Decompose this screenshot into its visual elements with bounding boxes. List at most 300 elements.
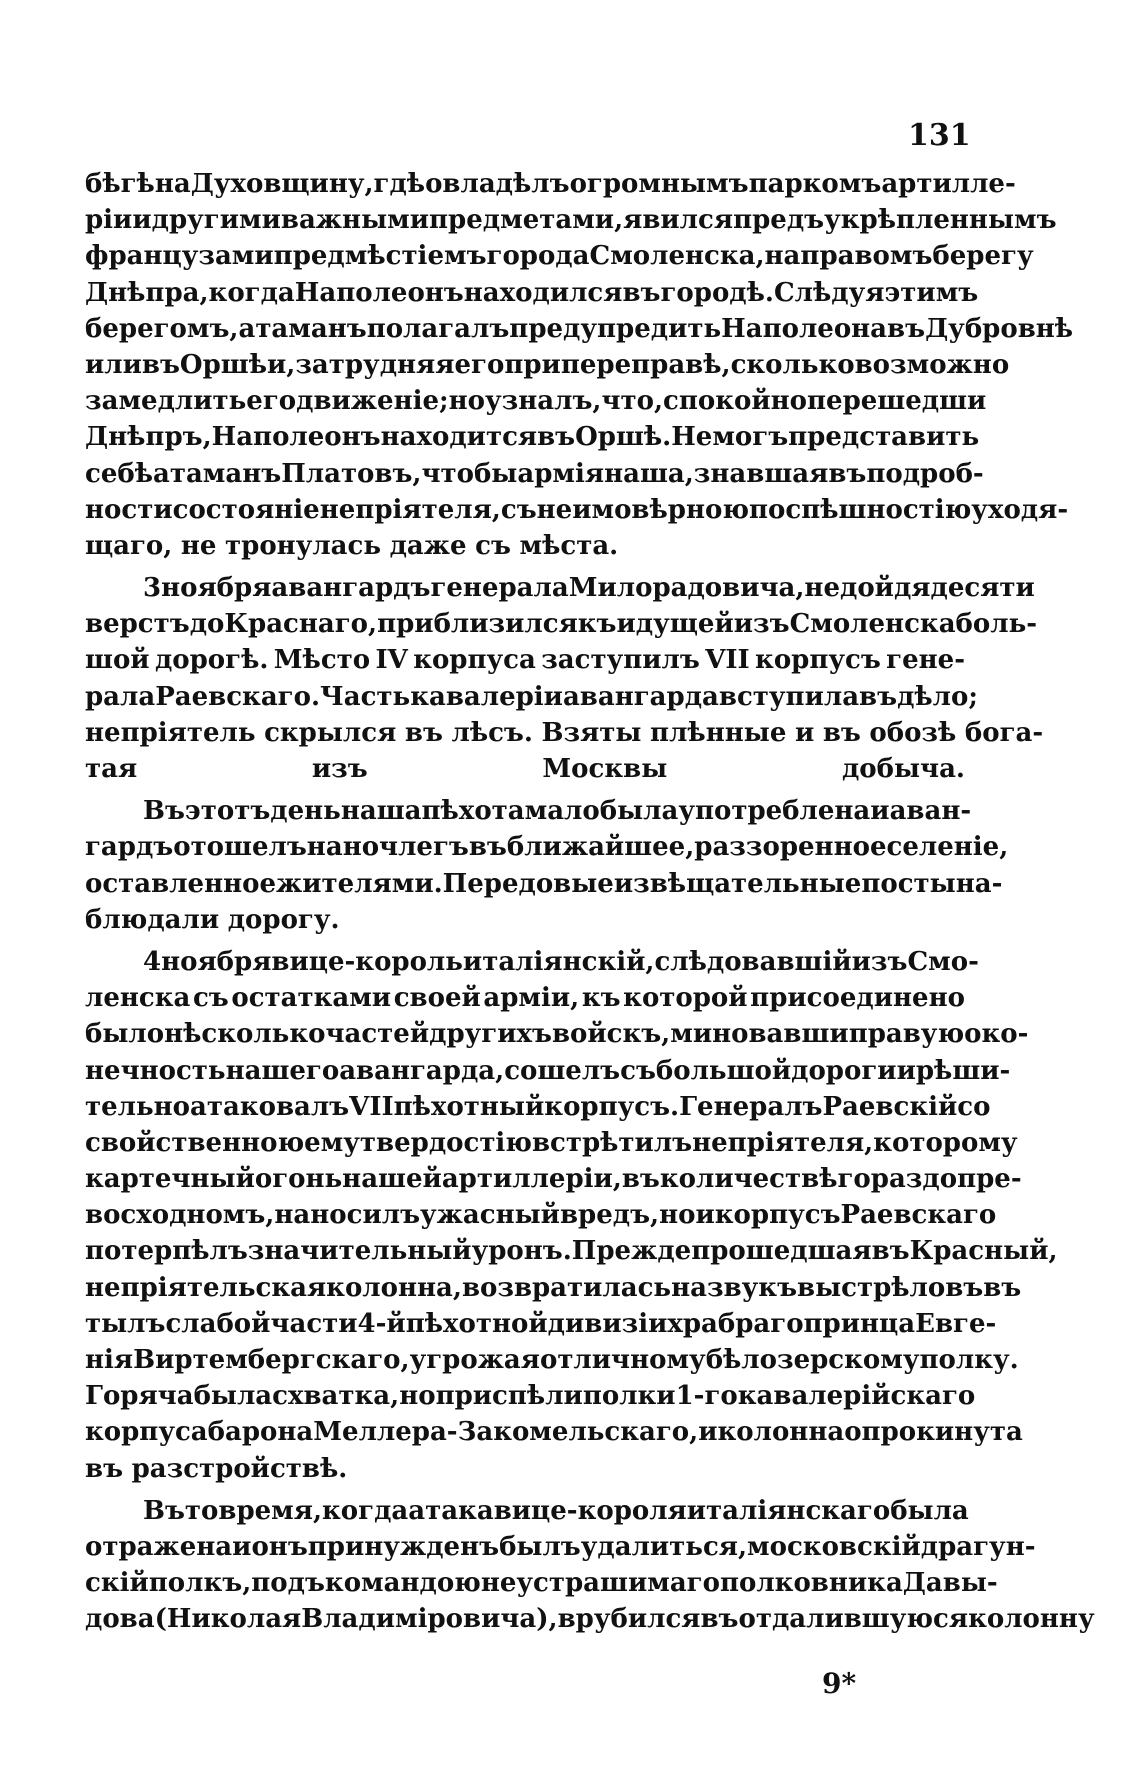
word: его [454, 349, 505, 380]
text-line [85, 1529, 1036, 1565]
word: другихъ [429, 1019, 552, 1050]
word: твердостію [359, 1127, 532, 1158]
text-line [85, 944, 979, 980]
word: онъ [251, 1531, 308, 1562]
word: въ [85, 1453, 124, 1484]
word: Раевскій [822, 1091, 958, 1122]
word: атаманъ [238, 313, 367, 344]
word: Оршѣ. [575, 422, 672, 453]
word: и [695, 1200, 715, 1231]
word: добыча. [841, 754, 965, 784]
word: приспѣли [435, 1381, 583, 1412]
word: дова [85, 1604, 155, 1635]
word: своей [393, 983, 481, 1014]
word: огонь [254, 1164, 343, 1195]
word: Въ [143, 796, 185, 827]
word: но [659, 1200, 696, 1231]
word: на [764, 241, 801, 272]
word: когда [322, 1495, 409, 1526]
word: представить [788, 422, 980, 453]
word: съ [475, 530, 511, 561]
word: Днѣпръ, [85, 422, 212, 453]
word: съ [500, 494, 537, 525]
word: при [504, 349, 561, 380]
word: даже [389, 530, 467, 561]
word: дорогу. [227, 904, 340, 935]
word: артиллеріи, [441, 1164, 622, 1195]
text-line [85, 980, 965, 1016]
word: корпуса [85, 1417, 208, 1448]
word: наша [340, 796, 422, 827]
word: непріятеля, [319, 494, 501, 525]
word: оставленное [85, 868, 277, 899]
word: Взяты [541, 717, 642, 748]
word: Оршѣ [179, 349, 267, 380]
word: Не [671, 422, 713, 453]
word: VII [349, 1091, 394, 1122]
word: предмѣстіемъ [273, 241, 487, 272]
text-line [85, 528, 965, 564]
word: корпусъ [755, 645, 881, 676]
text-line [85, 1493, 969, 1529]
word: угрожая [409, 1345, 540, 1375]
word: заступилъ [541, 645, 700, 676]
word: скрылся [264, 717, 397, 748]
word: ужасный [420, 1200, 560, 1231]
word: восходномъ, [85, 1200, 275, 1231]
word: и [132, 205, 152, 236]
word: опрокинута [844, 1417, 1023, 1448]
word: полку. [919, 1345, 1019, 1375]
body-text [85, 166, 1095, 1638]
text-line [85, 238, 1034, 274]
word: этимъ [884, 277, 979, 308]
word: непріятельская [85, 1272, 327, 1303]
word: другими [151, 205, 281, 236]
word: нечность [85, 1055, 226, 1086]
word: дивизіи [547, 1308, 668, 1339]
word: корпусъ. [544, 1091, 680, 1122]
word: 1-го [675, 1381, 738, 1412]
word: гораздо [837, 1164, 958, 1195]
word: храбраго [667, 1308, 804, 1339]
text-line [85, 456, 984, 492]
text-line [85, 383, 987, 419]
word: городѣ. [660, 277, 774, 308]
word: сошелъ [504, 1055, 621, 1086]
word: колонну [968, 1604, 1095, 1635]
word: наша, [604, 458, 694, 489]
page-number: 131 [908, 118, 971, 153]
word: въ [822, 717, 861, 748]
text-line [85, 1161, 1022, 1197]
word: схватка, [272, 1381, 400, 1412]
word: въ [983, 1272, 1022, 1303]
word: въ [859, 681, 898, 712]
word: италіянскій, [462, 946, 655, 977]
word: было [85, 1019, 165, 1050]
word: Милорадовича, [568, 573, 805, 604]
word: въ [887, 313, 926, 344]
word: находится [380, 422, 538, 453]
word: Давы- [902, 1568, 998, 1599]
word: врубился [557, 1604, 701, 1635]
word: большой [655, 1055, 792, 1086]
word: боль- [955, 609, 1037, 640]
word: полковника [719, 1568, 903, 1599]
word: гдѣ [373, 169, 426, 199]
word: десяти [930, 573, 1035, 604]
word: Евге- [915, 1308, 997, 1339]
word: встрѣтилъ [531, 1127, 693, 1158]
word: атаманъ [153, 458, 282, 489]
word: Прежде [571, 1236, 692, 1267]
word: вступила [718, 681, 860, 712]
word: бѣгѣ [85, 169, 155, 199]
text-line [85, 166, 1016, 202]
word: отражена [85, 1531, 233, 1562]
word: узналъ, [485, 386, 602, 417]
word: частей [325, 1019, 430, 1050]
word: лѣсъ. [451, 717, 533, 748]
word: картечный [85, 1164, 255, 1195]
word: въ [621, 1164, 660, 1195]
text-line [85, 1378, 976, 1414]
word: корпуса [413, 645, 536, 676]
word: была [193, 1381, 273, 1412]
text-line [85, 1053, 1011, 1089]
word: мало [524, 796, 600, 827]
word: со [957, 1091, 991, 1122]
word: италіянскаго [686, 1495, 891, 1526]
text-line [85, 679, 978, 715]
word: авангардъ [271, 573, 431, 604]
word: дороги [791, 1055, 897, 1086]
word: французами [85, 241, 274, 272]
word: (Николая [154, 1604, 302, 1635]
word: сколько [730, 349, 855, 380]
word: Дубровнѣ [925, 313, 1074, 344]
word: на [671, 1272, 707, 1303]
word: къ [581, 983, 621, 1014]
word: войскъ, [551, 1019, 671, 1050]
text-line [85, 1565, 998, 1601]
word: раззоренное [694, 832, 887, 863]
word: дѣло; [897, 681, 978, 712]
word: то [184, 1495, 219, 1526]
word: вредъ, [559, 1200, 660, 1231]
word: значительный [247, 1236, 472, 1267]
word: состояніе [172, 494, 320, 525]
word: звукъ [706, 1272, 798, 1303]
word: ноября [161, 946, 272, 977]
word: знавшая [693, 458, 829, 489]
word: и [896, 1055, 916, 1086]
word: атака [408, 1495, 494, 1526]
word: ноября [161, 573, 272, 604]
word: Платовъ, [281, 458, 422, 489]
word: неустрашимаго [480, 1568, 720, 1599]
word: Смо- [907, 946, 979, 977]
word: въ [871, 1236, 910, 1267]
word: Слѣдуя [773, 277, 885, 308]
word: наносилъ [274, 1200, 421, 1231]
word: Передовые [442, 868, 614, 899]
text-line [85, 1089, 991, 1125]
word: движеніе; [296, 386, 449, 417]
word: Генералъ [679, 1091, 823, 1122]
word: щаго, [85, 530, 173, 561]
word: арміи, [483, 983, 580, 1014]
word: явился [623, 205, 734, 236]
word: вице-короля [493, 1495, 687, 1526]
word: на [154, 169, 191, 199]
text-line [85, 202, 1057, 238]
word: и [698, 1417, 718, 1448]
word: день [270, 796, 341, 827]
word: города [486, 241, 590, 272]
word: въ [700, 1604, 739, 1635]
word: верстъ [85, 609, 190, 640]
word: не [804, 573, 840, 604]
word: генерала [430, 573, 569, 604]
signature-mark: 9* [822, 1667, 857, 1700]
word: московскій [747, 1531, 921, 1562]
word: извѣщательные [613, 868, 862, 899]
word: находился [463, 277, 623, 308]
word: предупредить [509, 313, 722, 344]
word: къ [577, 609, 617, 640]
word: приблизился [377, 609, 578, 640]
word: колонна [717, 1417, 845, 1448]
word: подъ [251, 1568, 325, 1599]
word: Красный, [909, 1236, 1058, 1267]
word: Москвы [542, 754, 668, 784]
word: скій [85, 1568, 149, 1599]
text-line [85, 642, 965, 678]
word: блюдали [85, 904, 220, 935]
word: былъ [499, 1531, 581, 1562]
word: но [448, 386, 486, 417]
word: пѣхота [421, 796, 525, 827]
word: чтобы [421, 458, 518, 489]
word: ности [85, 494, 173, 525]
word: удалиться, [580, 1531, 748, 1562]
word: тельно [85, 1091, 191, 1122]
word: правую [848, 1019, 965, 1050]
word: возвратилась [461, 1272, 672, 1303]
text-line [85, 1233, 1058, 1269]
word: въ [468, 832, 507, 863]
word: перешедши [807, 386, 987, 417]
word: въ [404, 717, 443, 748]
word: прошедшая [691, 1236, 872, 1267]
word: слабой [165, 1308, 271, 1339]
word: берегу [932, 241, 1034, 272]
word: огромнымъ [569, 169, 749, 199]
word: полкъ, [148, 1568, 252, 1599]
word: Мѣсто [273, 645, 371, 676]
word: Часть [320, 681, 411, 712]
word: отошелъ [173, 832, 307, 863]
word: и [794, 717, 815, 748]
word: гене- [886, 645, 965, 676]
word: важными [280, 205, 430, 236]
word: принца [803, 1308, 916, 1339]
word: непріятеля, [692, 1127, 874, 1158]
word: Наполеонъ [294, 277, 464, 308]
text-line [85, 1414, 1023, 1450]
word: корпусъ [714, 1200, 841, 1231]
word: колонна, [326, 1272, 462, 1303]
word: была [890, 1495, 969, 1526]
word: авангарда, [339, 1055, 505, 1086]
text-line [85, 1016, 1029, 1052]
word: рѣши- [915, 1055, 1011, 1086]
word: спокойно [663, 386, 807, 417]
word: вице-король [271, 946, 463, 977]
word: уронъ. [471, 1236, 572, 1267]
word: полки [582, 1381, 676, 1412]
word: количествѣ [659, 1164, 838, 1195]
word: ночлегъ [342, 832, 469, 863]
word: бога- [964, 717, 1044, 748]
word: разстройствѣ. [131, 1453, 348, 1484]
word: когда [208, 277, 295, 308]
word: 3 [143, 573, 162, 604]
word: поспѣшностію [748, 494, 972, 525]
word: пѣхотной [405, 1308, 548, 1339]
text-line [85, 1601, 1095, 1637]
word: Наполеона [721, 313, 888, 344]
word: тронулась [225, 530, 382, 561]
word: Въ [143, 1495, 185, 1526]
word: возможно [854, 349, 1010, 380]
word: принужденъ [307, 1531, 500, 1562]
word: потерпѣлъ [85, 1236, 248, 1267]
word: барона [207, 1417, 314, 1448]
word: предметами, [429, 205, 624, 236]
word: ему [304, 1127, 360, 1158]
word: кавалерійскаго [737, 1381, 976, 1412]
word: переправѣ, [560, 349, 731, 380]
word: съ [620, 1055, 656, 1086]
word: могъ [712, 422, 789, 453]
word: командою [324, 1568, 481, 1599]
word: въ [537, 422, 576, 453]
word: затрудняя [295, 349, 455, 380]
word: отдалившуюся [738, 1604, 969, 1635]
word: шой [85, 645, 150, 676]
word: нѣсколько [164, 1019, 326, 1050]
word: нашей [342, 1164, 442, 1195]
word: Горяча [85, 1381, 194, 1412]
text-line [85, 275, 979, 311]
text-line [85, 793, 972, 829]
word: не [180, 530, 217, 561]
word: IV [375, 645, 408, 676]
word: неимовѣрною [536, 494, 749, 525]
word: обозѣ [869, 717, 957, 748]
word: нашего [225, 1055, 340, 1086]
word: съ [192, 983, 229, 1014]
word: которой [623, 983, 748, 1014]
word: отличному [539, 1345, 706, 1375]
word: мѣста. [519, 530, 619, 561]
word: армія [517, 458, 605, 489]
text-line [85, 1342, 1019, 1378]
text-line [85, 902, 965, 938]
word: рала [85, 681, 156, 712]
text-line [85, 1270, 1022, 1306]
word: этотъ [184, 796, 271, 827]
word: Смоленска [789, 609, 956, 640]
word: миновавши [670, 1019, 849, 1050]
text-line [85, 311, 1074, 347]
word: время, [218, 1495, 323, 1526]
word: жителями. [276, 868, 443, 899]
word: въ [141, 349, 180, 380]
word: на- [955, 868, 1003, 899]
text-line [85, 829, 1009, 865]
word: укрѣпленнымъ [824, 205, 1057, 236]
word: артилле- [881, 169, 1016, 199]
text-line [85, 570, 1035, 606]
word: которому [873, 1127, 1018, 1158]
word: берегомъ, [85, 313, 239, 344]
word: Духовщину, [190, 169, 374, 199]
word: пѣхотный [393, 1091, 545, 1122]
text-line [85, 419, 980, 455]
word: нія [85, 1345, 134, 1375]
word: око- [964, 1019, 1029, 1050]
word: остатками [231, 983, 392, 1014]
word: свойственною [85, 1127, 305, 1158]
word: и [870, 796, 890, 827]
text-line [85, 1125, 1018, 1161]
word: изъ [311, 754, 368, 784]
word: Владиміровича), [301, 1604, 558, 1635]
word: но [399, 1381, 436, 1412]
word: паркомъ [748, 169, 882, 199]
word: гардъ [85, 832, 174, 863]
text-line [85, 347, 1010, 383]
word: тылъ [85, 1308, 166, 1339]
word: 4-й [357, 1308, 406, 1339]
word: подроб- [866, 458, 984, 489]
word: замедлить [85, 386, 247, 417]
text-line [85, 715, 1044, 751]
word: Раевскаго [840, 1200, 997, 1231]
text-line [85, 866, 1003, 902]
word: дойдя [840, 573, 931, 604]
word: посты [861, 868, 956, 899]
word: Раевскаго. [155, 681, 321, 712]
word: или [85, 349, 142, 380]
word: въ [622, 277, 661, 308]
word: идущей [616, 609, 734, 640]
word: VII [705, 645, 750, 676]
word: аван- [889, 796, 972, 827]
word: плѣнные [650, 717, 787, 748]
word: изъ [733, 609, 790, 640]
word: слѣдовавшій [654, 946, 852, 977]
word: части [270, 1308, 358, 1339]
word: на [306, 832, 343, 863]
word: 4 [143, 946, 162, 977]
text-line [85, 1451, 965, 1487]
word: Смоленска, [589, 241, 765, 272]
